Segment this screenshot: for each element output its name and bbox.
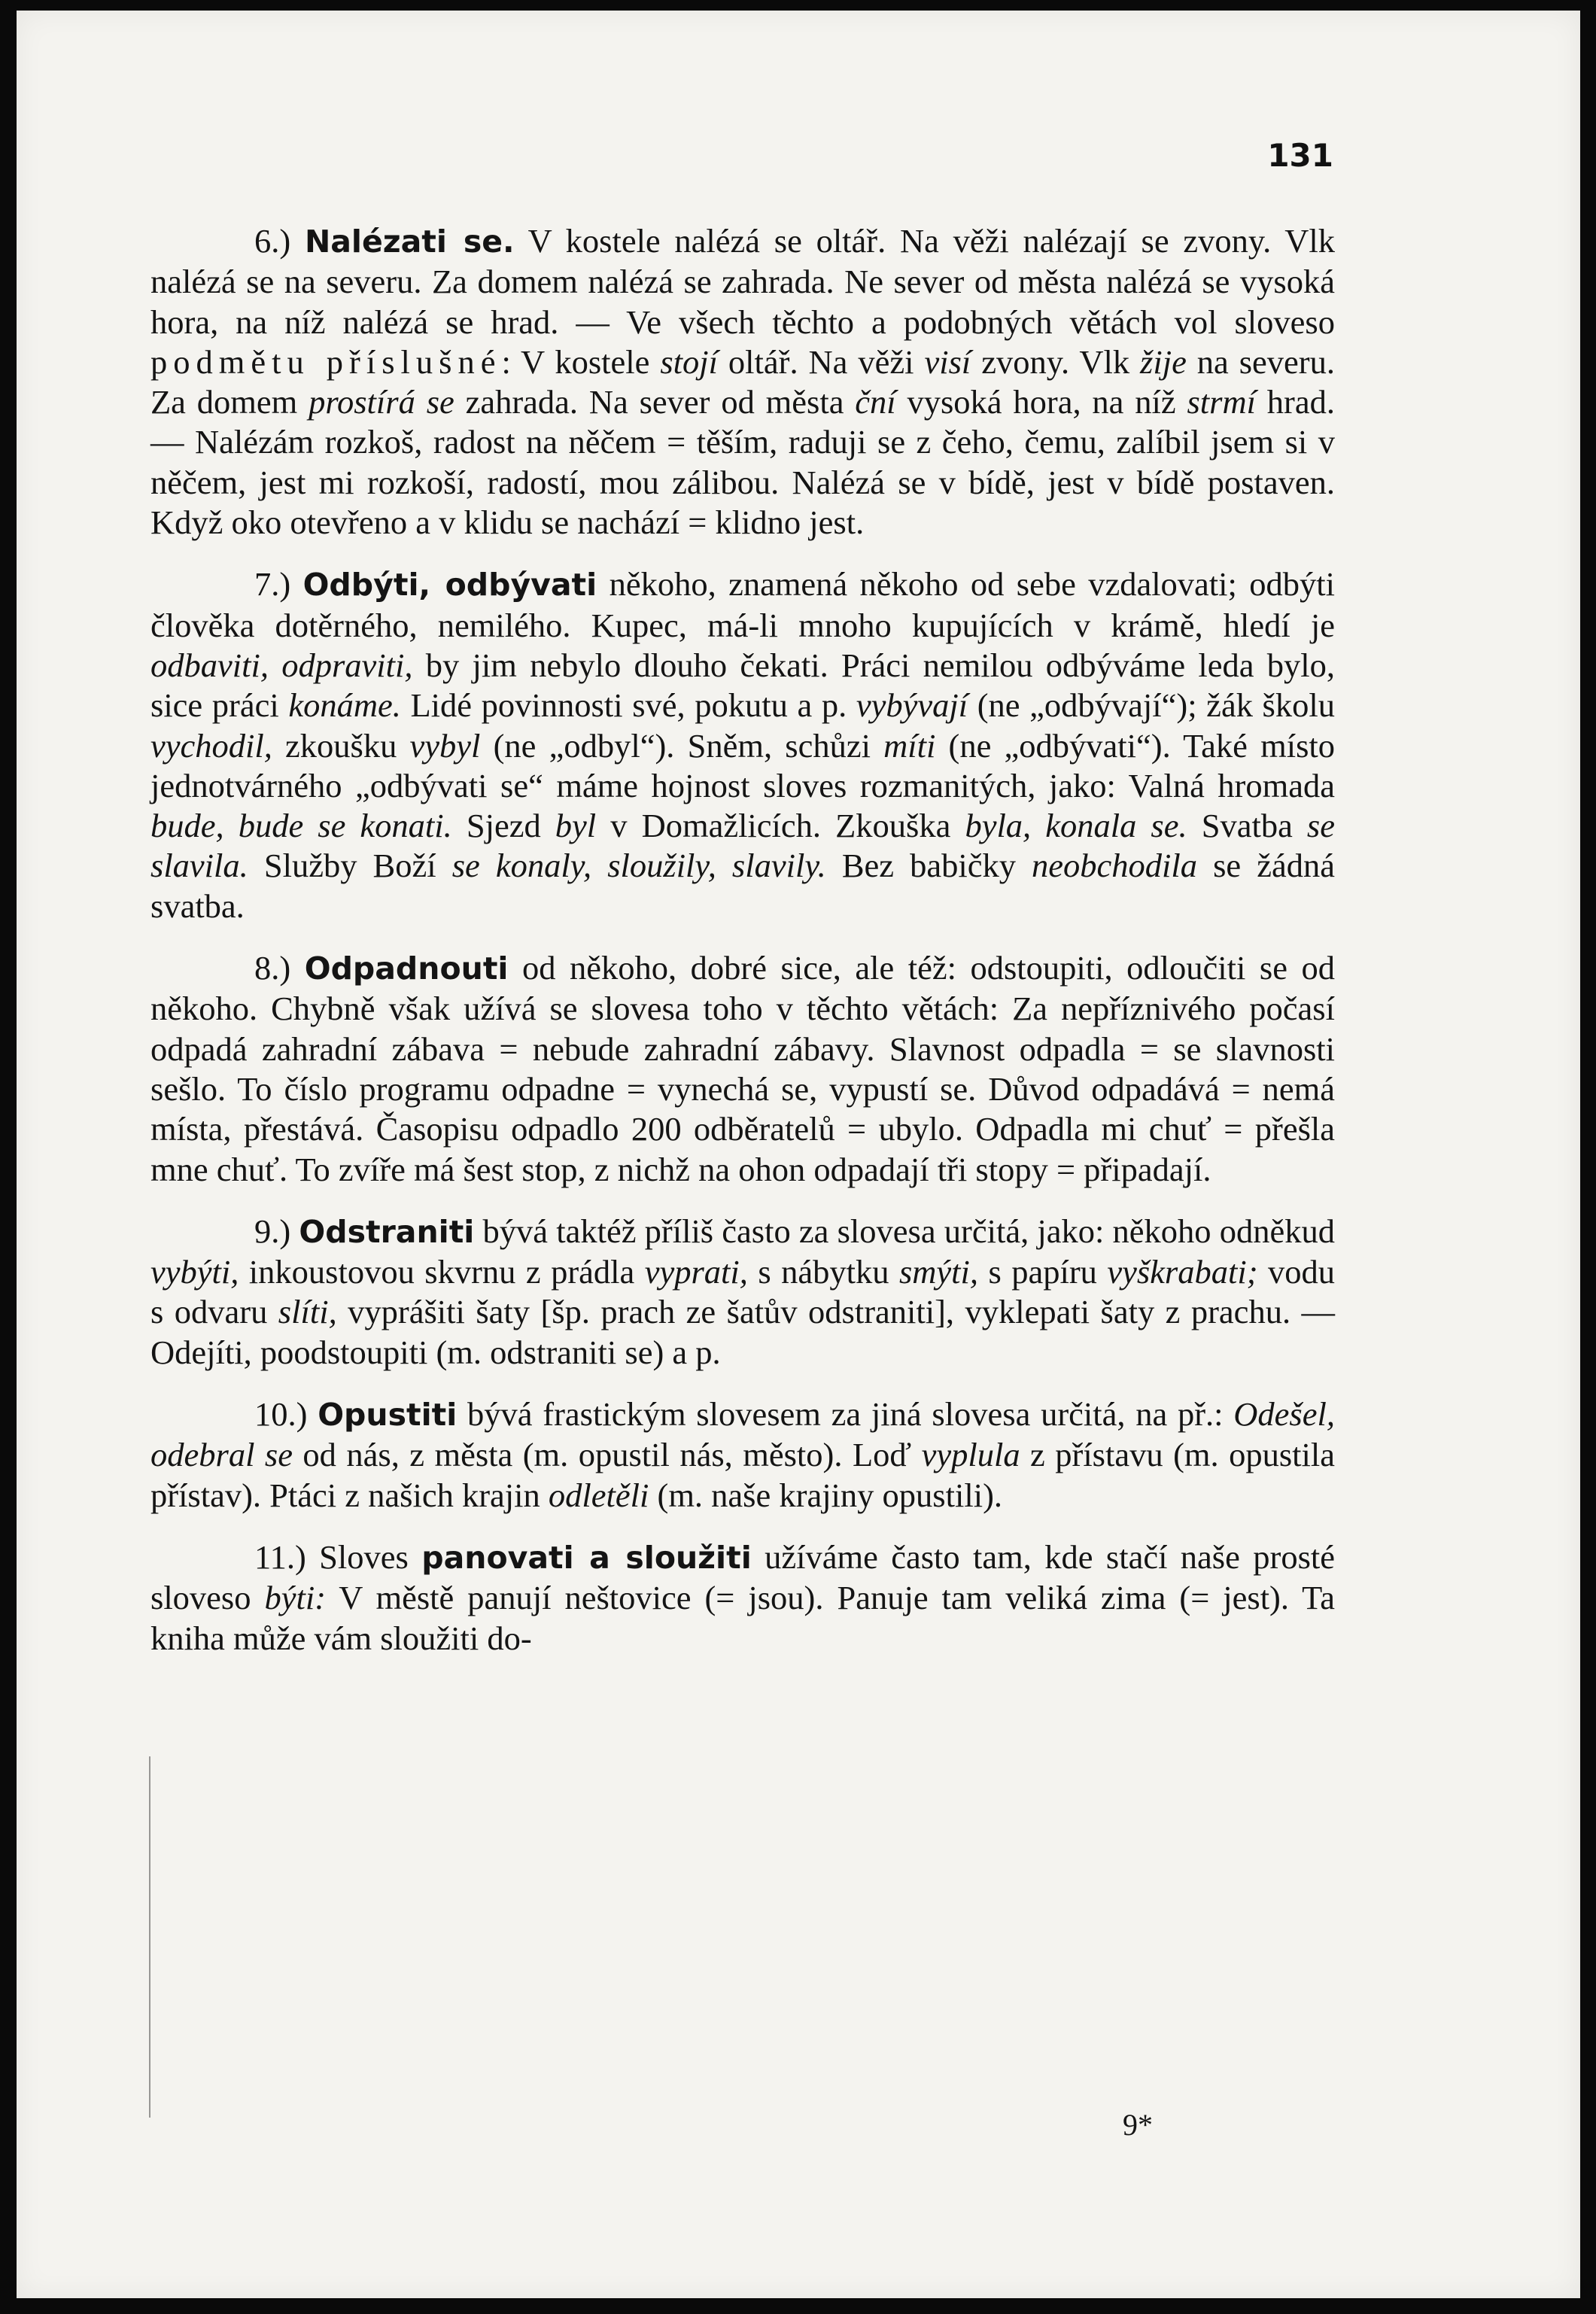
text-run: vyškrabati; [1107, 1253, 1258, 1291]
text-run: neobchodila [1032, 847, 1198, 885]
text-run: by jim nebylo dlouho čekati. Práci nemilou odbýváme leda bylo, sice práci [150, 646, 1335, 725]
text-run: Odešel, odebral se [150, 1395, 1335, 1474]
text-run: někoho, znamená někoho od sebe vzdalovati; odbýti člověka dotěrného, nemilého. Kupec, má-li mnoho kupujících v krámě, hledí je [150, 565, 1335, 644]
text-run: byl [555, 807, 597, 845]
text-run: Nalézati se. [304, 223, 515, 260]
text-run: vyprati, [644, 1253, 748, 1291]
text-run: V kostele nalézá se oltář. Na věži nalézají se zvony. Vlk nalézá se na severu. Za domem nalézá se zahrada. Ne sever od města nalézá se vysoká hora, na níž nalézá se hrad. — Ve všech těchto a podobných větách vol sloveso [150, 222, 1335, 341]
text-run: vybýti, [150, 1253, 239, 1291]
text-run: Sjezd [451, 807, 555, 845]
text-run: 11.) Sloves [254, 1537, 422, 1576]
text-run: zahrada. Na sever od města [454, 383, 856, 421]
text-run: od někoho, dobré sice, ale též: odstoupiti, odloučiti se od někoho. Chybně však užívá se slovesa toho v těchto větách: Za nepříznivého počasí odpadá zahradní zábava = nebude zahradní zábavy. Slavnost odpadla = se slavnosti sešlo. To číslo programu odpadne = vynechá se, vypustí se. Důvod odpadává = nemá místa, přestává. Časopisu odpadlo 200 odběratelů = ubylo. Odpadla mi chuť = přešla mne chuť. To zvíře má šest stop, z nichž na ohon odpadají tři stopy = připadají. [150, 949, 1335, 1188]
text-run: se slavila. [150, 807, 1335, 885]
text-run: Svatba [1187, 807, 1307, 845]
text-run: 10.) [254, 1395, 318, 1434]
text-run: vodu s odvaru [150, 1253, 1335, 1331]
text-run: 7.) [254, 565, 303, 604]
paragraph-odpadnouti [150, 948, 1335, 1190]
text-run: inkoustovou skvrnu z prádla [239, 1253, 645, 1291]
text-run: 9.) [254, 1212, 299, 1250]
text-run: Lidé povinnosti své, pokutu a p. [400, 686, 856, 725]
text-run: Odpadnouti [304, 950, 509, 987]
text-run: se žádná svatba. [150, 847, 1335, 925]
page-number: 131 [1267, 137, 1333, 174]
text-run: stojí [660, 342, 718, 381]
paragraph-panovati [150, 1537, 1335, 1659]
text-run: Opustiti [318, 1397, 458, 1434]
paragraph-opustiti [150, 1394, 1335, 1516]
text-run: visí [924, 342, 971, 381]
text-run: podmětu příslušné [150, 342, 502, 381]
text-run: prostírá se [309, 383, 454, 421]
text-run: : V kostele [501, 342, 661, 381]
text-run: V městě panují neštovice (= jsou). Panuje tam veliká zima (= jest). Ta kniha může vám sloužiti do- [150, 1579, 1335, 1657]
text-run: bývá frastickým slovesem za jiná slovesa určitá, na př.: [457, 1395, 1234, 1434]
text-run: (ne „odbývati“). Také místo jednotvárného „odbývati se“ máme hojnost sloves rozmanitých, jako: Valná hromada [150, 726, 1335, 804]
text-run: Odstraniti [299, 1213, 475, 1250]
text-run: vybyl [409, 726, 481, 765]
text-run: bývá taktéž příliš často za slovesa určitá, jako: někoho odněkud [474, 1212, 1335, 1250]
text-run: vyplula [921, 1436, 1020, 1474]
text-run: (m. naše krajiny opustili). [649, 1476, 1003, 1514]
text-run: s papíru [978, 1253, 1108, 1291]
text-run: vyprášiti šaty [šp. prach ze šatův odstraniti], vyklepati šaty z prachu. — Odejíti, poodstoupiti (m. odstraniti se) a p. [150, 1293, 1336, 1371]
signature-mark: 9* [1123, 2108, 1153, 2142]
text-run: panovati a sloužiti [421, 1539, 752, 1576]
page-text [150, 221, 1335, 1680]
text-run: zvony. Vlk [971, 342, 1141, 381]
text-run: na severu. Za domem [150, 342, 1335, 421]
text-run: vysoká hora, na níž [895, 383, 1187, 421]
text-run: Služby Boží [248, 847, 452, 885]
text-run: 8.) [254, 949, 305, 987]
paragraph-nalezati [150, 221, 1335, 543]
text-run: odletěli [548, 1476, 649, 1514]
text-run: v Domažlicích. Zkouška [596, 807, 965, 845]
text-run: smýti, [898, 1253, 978, 1291]
text-run: byla, konala se. [965, 807, 1187, 845]
text-run: slíti, [278, 1293, 337, 1331]
margin-line [149, 1756, 150, 2118]
text-run: strmí [1187, 383, 1256, 421]
text-run: žije [1140, 342, 1187, 381]
paragraph-odstraniti [150, 1212, 1335, 1373]
text-run: Bez babičky [825, 847, 1032, 885]
text-run: odbaviti, odpraviti, [150, 646, 413, 684]
text-run: hrad. — Nalézám rozkoš, radost na něčem = těším, raduji se z čeho, čemu, zalíbil jsem si v něčem, jest mi rozkoší, radostí, mou zálibou. Nalézá se v bídě, jest v bídě postaven. Když oko otevřeno a v klidu se nachází = klidno jest. [150, 383, 1335, 542]
text-run: ční [855, 383, 896, 421]
book-page [17, 11, 1580, 2298]
text-run: míti [883, 726, 936, 765]
text-run: bude, bude se konati. [150, 807, 452, 845]
text-run: konáme. [288, 686, 401, 725]
text-run: zkoušku [272, 726, 410, 765]
text-run: (ne „odbývají“); žák školu [968, 686, 1335, 725]
text-run: se konaly, sloužily, slavily. [451, 847, 826, 885]
paragraph-odbyti [150, 564, 1335, 926]
text-run: vybývají [856, 686, 968, 725]
text-run: z přístavu (m. opustila přístav). Ptáci z našich krajin [150, 1436, 1335, 1514]
text-run: s nábytku [747, 1253, 899, 1291]
text-run: užíváme často tam, kde stačí naše prosté sloveso [150, 1537, 1336, 1617]
text-run: Odbýti, odbývati [302, 567, 597, 604]
text-run: 6.) [254, 222, 305, 260]
text-run: vychodil, [150, 726, 272, 765]
text-run: od nás, z města (m. opustil nás, město). Loď [292, 1436, 922, 1474]
text-run: oltář. Na věži [717, 342, 925, 381]
text-run: býti: [264, 1579, 327, 1617]
text-run: (ne „odbyl“). Sněm, schůzi [480, 726, 884, 765]
